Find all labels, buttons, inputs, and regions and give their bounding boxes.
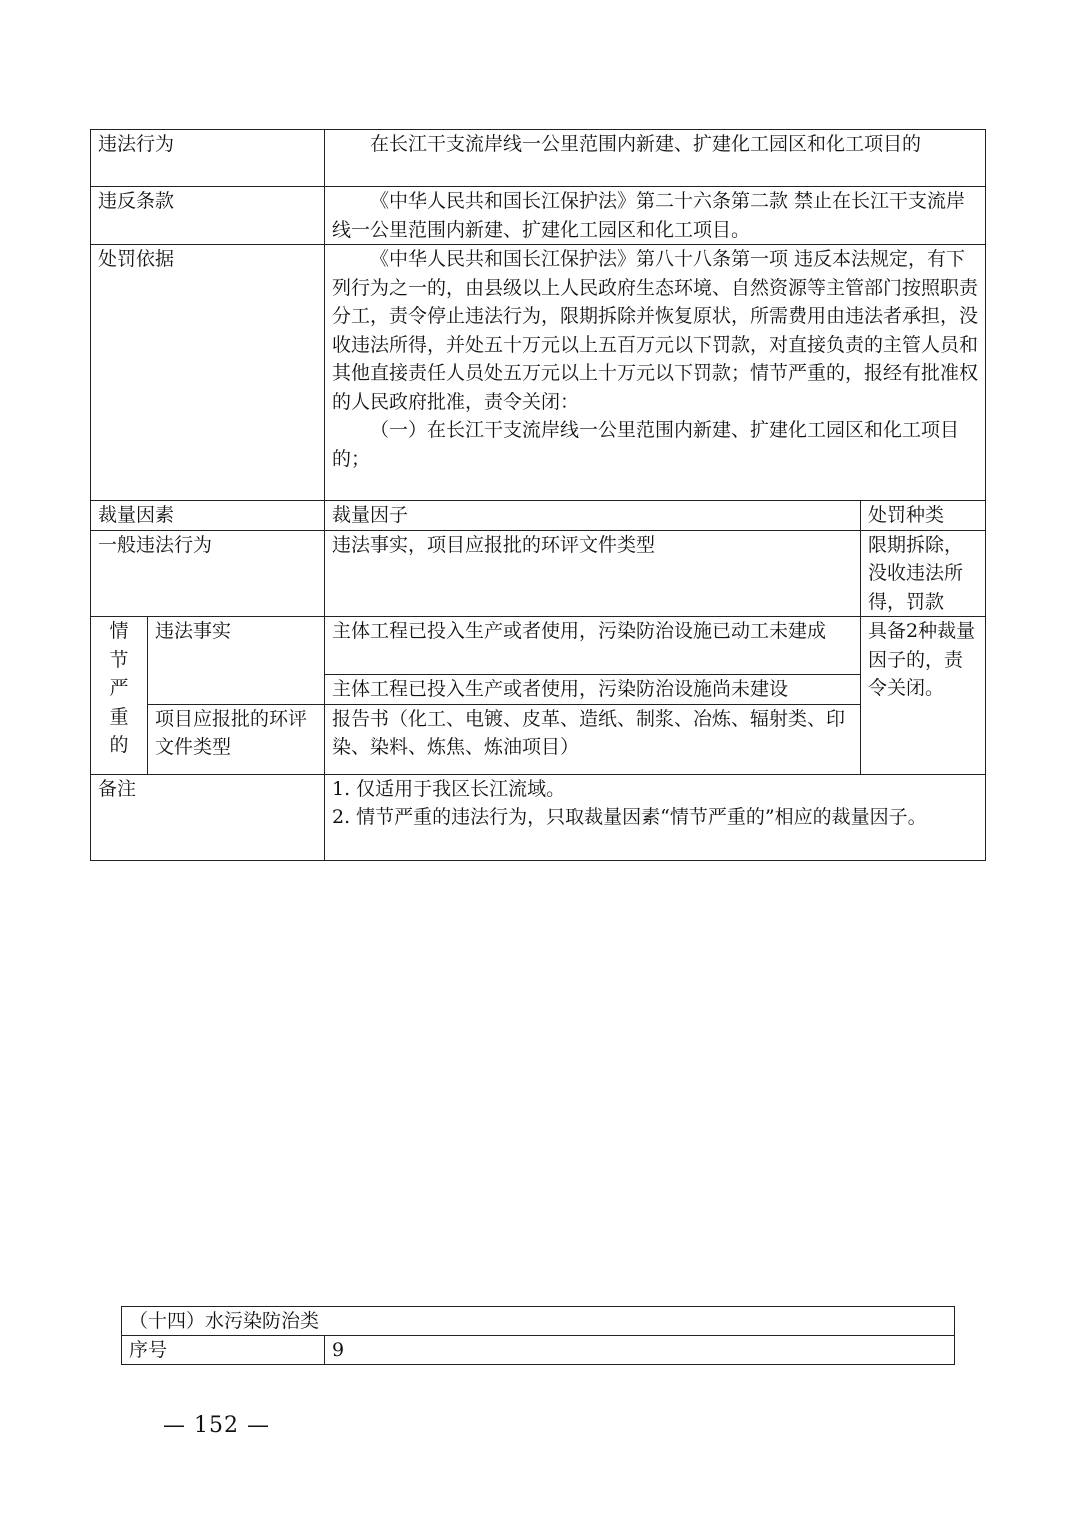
violated-clause-value: 《中华人民共和国长江保护法》第二十六条第二款 禁止在长江干支流岸线一公里范围内新建、扩建化工园区和化工项目。 (325, 187, 986, 245)
penalty-basis-paragraph-2: （一）在长江干支流岸线一公里范围内新建、扩建化工园区和化工项目的； (332, 419, 960, 470)
header-factor: 裁量因素 (91, 501, 325, 531)
illegal-act-value: 在长江干支流岸线一公里范围内新建、扩建化工园区和化工项目的 (325, 130, 986, 187)
general-violation-row (91, 530, 986, 617)
penalty-discretion-table (90, 129, 986, 861)
penalty-basis-label: 处罚依据 (91, 245, 325, 501)
remarks-label: 备注 (91, 774, 325, 860)
remarks-value (325, 774, 986, 860)
serious-char-4: 重 (109, 705, 129, 728)
general-violation-factors: 违法事实，项目应报批的环评文件类型 (325, 530, 861, 617)
category-row (122, 1307, 955, 1336)
page-number: — 152 — (163, 1413, 270, 1438)
remark-note-1: 1. 仅适用于我区长江流域。 (332, 777, 566, 800)
water-pollution-table (121, 1306, 955, 1365)
serious-char-2: 节 (109, 648, 129, 671)
illegal-act-row (91, 130, 986, 187)
penalty-basis-row (91, 245, 986, 501)
serial-label: 序号 (122, 1336, 325, 1365)
illegal-fact-label: 违法事实 (148, 617, 325, 705)
category-title: （十四）水污染防治类 (122, 1307, 955, 1336)
discretion-header-row (91, 501, 986, 531)
serious-penalty: 具备2种裁量因子的，责令关闭。 (861, 617, 986, 775)
penalty-basis-paragraph-1: 《中华人民共和国长江保护法》第八十八条第一项 违反本法规定，有下列行为之一的，由县级以上人民政府生态环境、自然资源等主管部门按照职责分工，责令停止违法行为，限期拆除并恢复原状，所需费用由违法者承担，没收违法所得，并处五十万元以上五百万元以下罚款，对直接负责的主管人员和其他直接责任人员处五万元以上十万元以下罚款；情节严重的，报经有批准权的人民政府批准，责令关闭： (332, 248, 979, 413)
eia-document-value: 报告书（化工、电镀、皮革、造纸、制浆、冶炼、辐射类、印染、染料、炼焦、炼油项目） (325, 704, 861, 774)
serious-char-1: 情 (109, 620, 129, 642)
serial-value: 9 (325, 1336, 955, 1365)
illegal-fact-2: 主体工程已投入生产或者使用，污染防治设施尚未建设 (325, 675, 861, 705)
header-sub-factor: 裁量因子 (325, 501, 861, 531)
serious-circumstance-label (91, 617, 148, 775)
remarks-row (91, 774, 986, 860)
illegal-act-label: 违法行为 (91, 130, 325, 187)
serious-char-3: 严 (109, 677, 129, 699)
serial-row (122, 1336, 955, 1365)
remark-note-2: 2. 情节严重的违法行为，只取裁量因素“情节严重的”相应的裁量因子。 (332, 806, 927, 828)
general-violation-label: 一般违法行为 (91, 530, 325, 617)
illegal-fact-1: 主体工程已投入生产或者使用，污染防治设施已动工未建成 (325, 617, 861, 675)
general-violation-penalty: 限期拆除，没收违法所得，罚款 (861, 530, 986, 617)
eia-document-label: 项目应报批的环评文件类型 (148, 704, 325, 774)
serious-char-5: 的 (109, 734, 129, 756)
penalty-basis-value (325, 245, 986, 501)
violated-clause-label: 违反条款 (91, 187, 325, 245)
eia-document-row (91, 704, 986, 774)
violated-clause-row (91, 187, 986, 245)
serious-fact-row-1 (91, 617, 986, 675)
header-penalty-type: 处罚种类 (861, 501, 986, 531)
